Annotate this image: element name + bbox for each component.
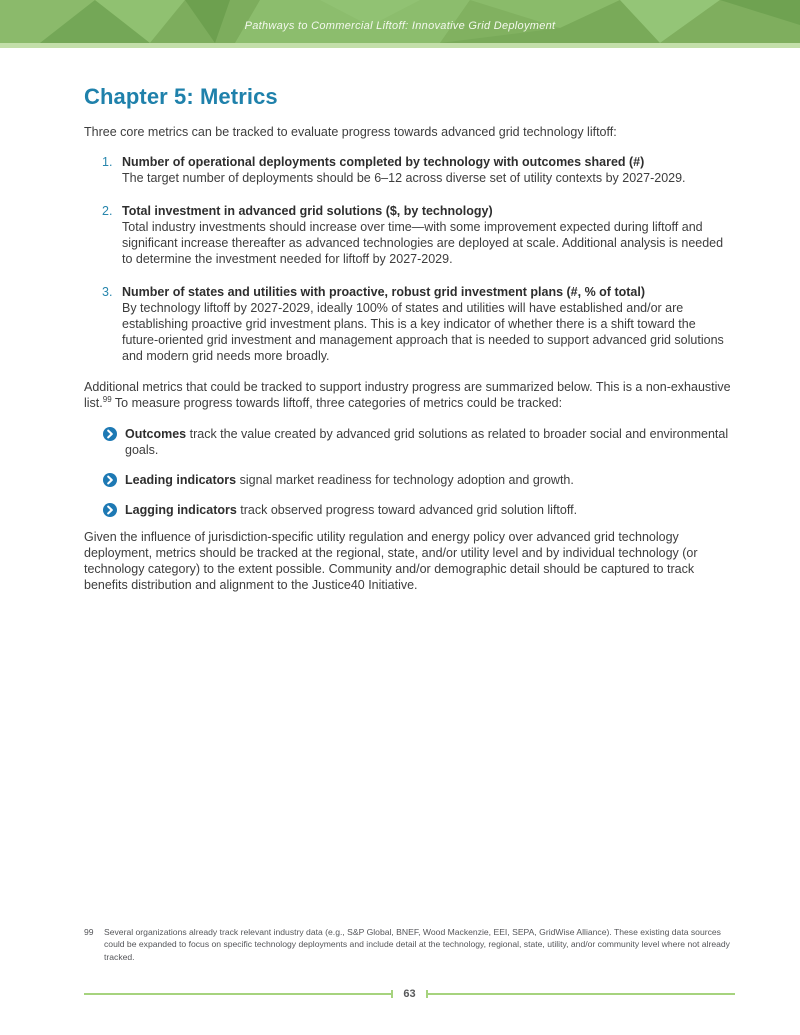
bullet-item — [84, 472, 735, 488]
bullet-item — [84, 426, 735, 458]
footnote-text: Several organizations already track relevant industry data (e.g., S&P Global, BNEF, Wood Mackenzie, EEI, SEPA, GridWise Alliance). These existing data sources could be expanded to focus on specific technology deployments and include detail at the technology, regional, state, utility, and/or community level where not already tracked. — [104, 926, 730, 962]
paragraph-text: To measure progress towards liftoff, three categories of metrics could be tracked: — [111, 396, 563, 410]
additional-metrics-paragraph — [84, 379, 735, 411]
list-item-title: Number of operational deployments completed by technology with outcomes shared (#) — [122, 155, 645, 169]
intro-paragraph: Three core metrics can be tracked to evaluate progress towards advanced grid technology liftoff: — [84, 125, 617, 139]
footer-rule-left — [84, 993, 391, 995]
list-item — [84, 154, 735, 186]
core-metrics-list — [84, 154, 735, 364]
closing-paragraph: Given the influence of jurisdiction-specific utility regulation and energy policy over advanced grid technology deployment, metrics should be tracked at the regional, state, and/or utility level and by individual technology (or technology category) to the extent possible. Community and/or demographic detail should be captured to track benefits distribution and alignment to the Justice40 Initiative. — [84, 530, 698, 592]
page-number: 63 — [403, 988, 416, 1000]
whitespace-spacer — [84, 593, 735, 926]
bullet-rest: signal market readiness for technology adoption and growth. — [236, 473, 574, 487]
footer-rule-right — [428, 993, 735, 995]
list-item-body: The target number of deployments should be 6–12 across diverse set of utility contexts by 2027-2029. — [122, 171, 686, 185]
paragraph-text: Additional metrics that could be tracked to support industry progress are summarized below. This is a non-exhaustive list. — [84, 380, 731, 410]
page-footer — [84, 988, 735, 1000]
list-item-content — [122, 284, 735, 364]
list-item-title: Total investment in advanced grid solutions ($, by technology) — [122, 204, 493, 218]
circle-arrow-icon — [103, 473, 117, 487]
list-item-body: By technology liftoff by 2027-2029, ideally 100% of states and utilities will have established and/or are establishing proactive grid investment plans. This is a key indicator of whether there is a shift toward the future-oriented grid investment and management approach that is needed to support advanced grid solutions and modern grid needs more broadly. — [122, 301, 724, 363]
bullet-lead: Outcomes — [125, 427, 187, 441]
list-item — [84, 284, 735, 364]
chapter-heading: Chapter 5: Metrics — [84, 84, 278, 109]
list-item-number: 2. — [102, 204, 113, 218]
list-item-number: 1. — [102, 155, 113, 169]
document-title: Pathways to Commercial Liftoff: Innovative Grid Deployment — [244, 19, 556, 32]
circle-arrow-icon — [103, 427, 117, 441]
list-item-content — [122, 203, 735, 267]
bullet-item — [84, 502, 735, 518]
circle-arrow-icon — [103, 503, 117, 517]
bullet-rest: track observed progress toward advanced grid solution liftoff. — [236, 503, 578, 517]
page-content — [0, 48, 800, 1035]
footnote-number: 99 — [84, 926, 94, 937]
bullet-rest: track the value created by advanced grid solutions as related to broader social and environmental goals. — [125, 427, 729, 457]
list-item-title: Number of states and utilities with proactive, robust grid investment plans (#, % of total) — [122, 285, 645, 299]
footnote-reference: 99 — [102, 394, 112, 404]
list-item-number: 3. — [102, 285, 113, 299]
bullet-lead: Leading indicators — [125, 473, 237, 487]
list-item — [84, 203, 735, 267]
bullet-text — [125, 472, 574, 488]
header-banner — [0, 0, 800, 43]
bullet-text — [125, 426, 735, 458]
list-item-body: Total industry investments should increase over time—with some improvement expected during liftoff and significant increase thereafter as advanced technologies are deployed at scale. Additional analysis is needed to determine the investment needed for liftoff by 2027-2029. — [122, 220, 724, 266]
bullet-lead: Lagging indicators — [125, 503, 237, 517]
metric-categories-list — [84, 426, 735, 518]
bullet-text — [125, 502, 577, 518]
list-item-content — [122, 154, 735, 186]
footnote — [84, 926, 735, 964]
